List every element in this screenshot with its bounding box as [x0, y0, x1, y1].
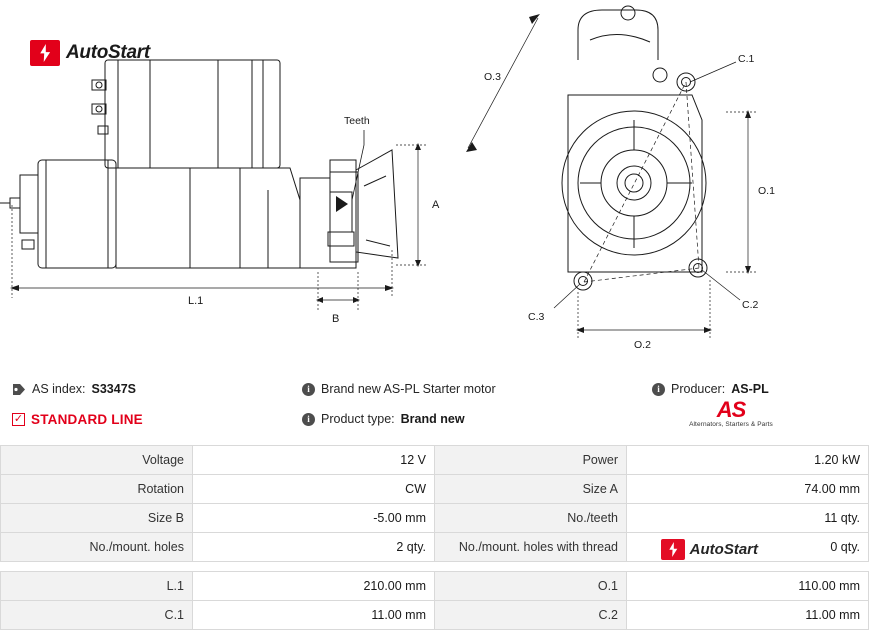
lightning-bolt-icon — [30, 40, 60, 66]
table-row — [1, 572, 869, 601]
description-cell — [302, 382, 652, 396]
spec-key: C.1 — [1, 601, 193, 630]
spec-key: No./mount. holes — [1, 533, 193, 562]
spec-value: -5.00 mm — [193, 504, 435, 533]
autostart-logo-text: AutoStart — [66, 42, 150, 63]
table-spacer — [1, 562, 869, 572]
label-dim-b: B — [332, 313, 340, 325]
label-dim-l1: L.1 — [188, 295, 204, 307]
spec-value: 11 qty. — [627, 504, 869, 533]
table-row — [1, 533, 869, 562]
table-row — [1, 504, 869, 533]
autostart-watermark-text: AutoStart — [689, 541, 758, 558]
as-index-cell — [12, 382, 302, 396]
info-icon: i — [652, 383, 665, 396]
spec-value: 12 V — [193, 446, 435, 475]
description-label: Brand new AS-PL Starter motor — [321, 382, 496, 396]
info-icon: i — [302, 413, 315, 426]
label-o3: O.3 — [484, 71, 501, 83]
standard-line-label: STANDARD LINE — [31, 411, 143, 427]
spec-key: No./teeth — [435, 504, 627, 533]
product-info-strip — [0, 370, 800, 445]
spec-value: 1.20 kW — [627, 446, 869, 475]
spec-value: 11.00 mm — [627, 601, 869, 630]
table-row — [1, 446, 869, 475]
product-type-value: Brand new — [400, 412, 465, 426]
aspl-logo-text: AS — [716, 397, 746, 422]
spec-key: O.1 — [435, 572, 627, 601]
spec-key: No./mount. holes with thread — [435, 533, 627, 562]
spec-value: 74.00 mm — [627, 475, 869, 504]
label-c2: C.2 — [742, 299, 759, 311]
as-index-value: S3347S — [91, 382, 136, 396]
label-o1: O.1 — [758, 185, 775, 197]
spec-key: L.1 — [1, 572, 193, 601]
specifications-section — [0, 445, 860, 630]
table-row — [1, 475, 869, 504]
spec-key: Size B — [1, 504, 193, 533]
product-type-cell — [302, 412, 652, 426]
label-dim-a: A — [432, 199, 440, 211]
spec-value: 2 qty. — [193, 533, 435, 562]
spec-key: Rotation — [1, 475, 193, 504]
as-index-label: AS index: — [32, 382, 86, 396]
spec-value: 11.00 mm — [193, 601, 435, 630]
spec-value: 210.00 mm — [193, 572, 435, 601]
table-row — [1, 601, 869, 630]
info-icon: i — [302, 383, 315, 396]
spec-key: C.2 — [435, 601, 627, 630]
producer-label: Producer: — [671, 382, 726, 396]
info-row-2 — [12, 404, 788, 434]
spec-value: 110.00 mm — [627, 572, 869, 601]
spec-value: CW — [193, 475, 435, 504]
label-o2: O.2 — [634, 339, 651, 351]
front-view-svg — [450, 0, 800, 370]
check-icon: ✓ — [13, 412, 24, 425]
label-teeth: Teeth — [344, 115, 370, 127]
label-c3: C.3 — [528, 311, 545, 323]
standard-line-cell — [12, 412, 302, 427]
spec-key: Power — [435, 446, 627, 475]
spec-key: Size A — [435, 475, 627, 504]
spec-value: 0 qty. — [627, 533, 869, 562]
aspl-logo-subtitle: Alternators, Starters & Parts — [689, 421, 773, 428]
producer-cell — [652, 382, 788, 396]
tag-icon — [12, 383, 26, 396]
starter-front-view — [450, 0, 800, 370]
spec-key: Voltage — [1, 446, 193, 475]
starter-side-view — [0, 0, 450, 370]
label-c1: C.1 — [738, 53, 755, 65]
product-type-label: Product type: — [321, 412, 395, 426]
autostart-logo — [30, 40, 150, 66]
aspl-brand-logo — [676, 397, 786, 428]
producer-value: AS-PL — [731, 382, 769, 396]
specifications-table — [0, 445, 869, 630]
info-row-1 — [12, 374, 788, 404]
